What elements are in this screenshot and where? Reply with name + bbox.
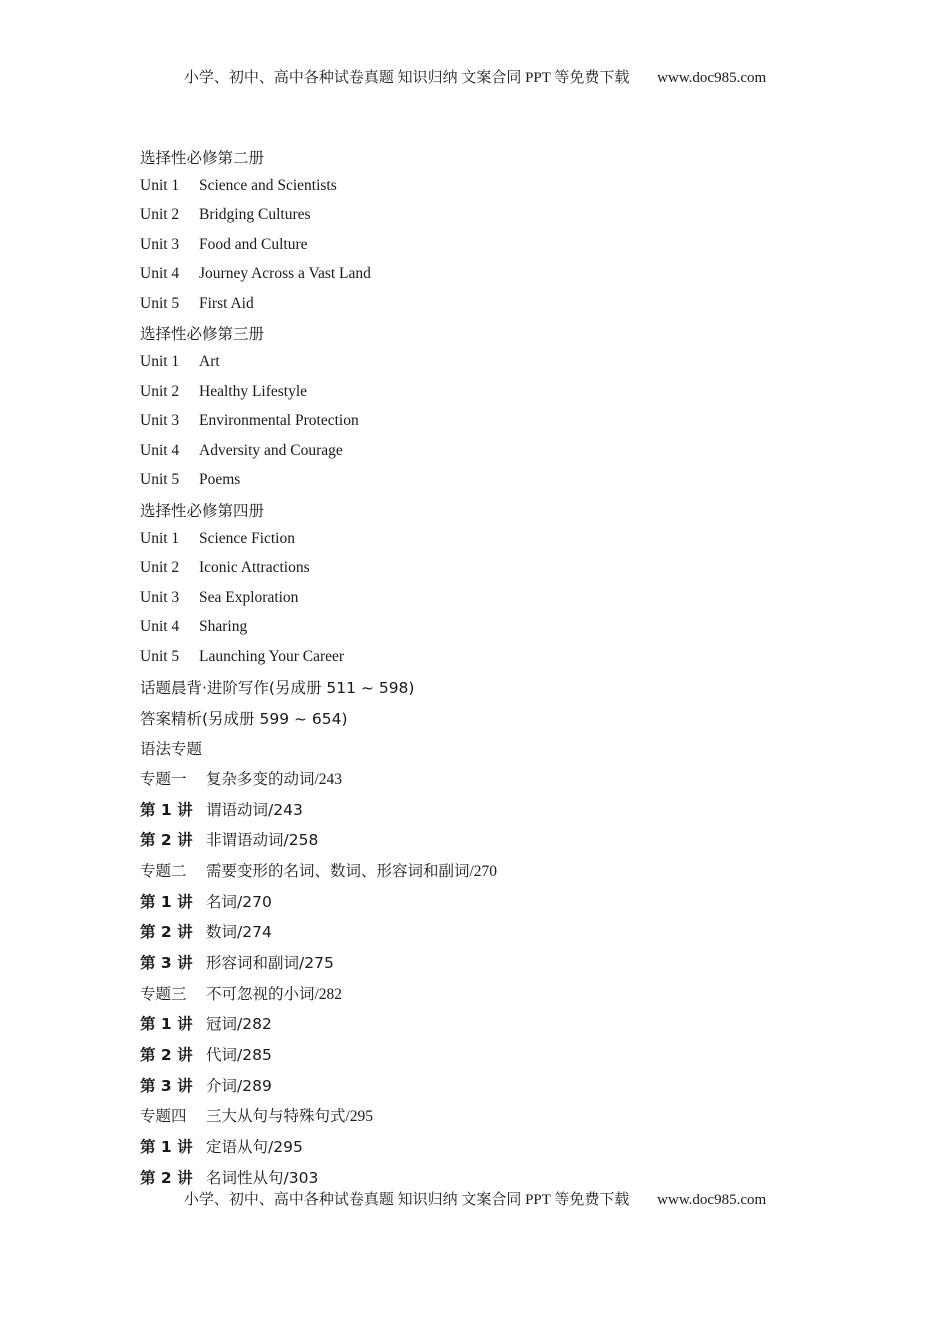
toc-unit-row[interactable]	[140, 436, 840, 466]
unit-label: Unit 5	[140, 647, 180, 665]
topic-label: 专题一	[140, 770, 187, 788]
grammar-lecture-row[interactable]	[140, 793, 840, 824]
toc-unit-row[interactable]	[140, 348, 840, 378]
table-of-contents	[140, 142, 840, 1192]
lecture-title: 非谓语动词/258	[206, 831, 319, 850]
unit-title: Poems	[199, 471, 241, 489]
toc-unit-row[interactable]	[140, 466, 840, 496]
unit-title: Iconic Attractions	[199, 559, 310, 577]
unit-label: Unit 5	[140, 294, 180, 312]
lecture-label: 第 2 讲	[140, 1168, 193, 1187]
unit-title: First Aid	[199, 294, 254, 312]
unit-title: Sharing	[199, 618, 248, 636]
topic-title: 复杂多变的动词/243	[206, 770, 343, 788]
lecture-label: 第 1 讲	[140, 800, 193, 819]
header-url[interactable]: www.doc985.com	[657, 70, 767, 86]
toc-unit-row[interactable]	[140, 230, 840, 260]
grammar-topic-row[interactable]	[140, 1100, 840, 1131]
toc-unit-row[interactable]	[140, 524, 840, 554]
lecture-label: 第 2 讲	[140, 1046, 193, 1065]
unit-title: Sea Exploration	[199, 588, 299, 606]
header-text: 小学、初中、高中各种试卷真题 知识归纳 文案合同 PPT 等免费下载	[183, 70, 630, 86]
grammar-lecture-row[interactable]	[140, 824, 840, 855]
topic-label: 专题三	[140, 985, 187, 1003]
unit-label: Unit 2	[140, 559, 180, 577]
footer-url[interactable]: www.doc985.com	[657, 1192, 767, 1208]
page-header	[0, 68, 950, 88]
grammar-lecture-row[interactable]	[140, 947, 840, 978]
lecture-label: 第 2 讲	[140, 923, 193, 942]
toc-unit-row[interactable]	[140, 377, 840, 407]
lecture-title: 冠词/282	[206, 1015, 272, 1034]
grammar-lecture-row[interactable]	[140, 885, 840, 916]
unit-label: Unit 4	[140, 618, 180, 636]
grammar-lecture-row[interactable]	[140, 916, 840, 947]
grammar-lecture-row[interactable]	[140, 1008, 840, 1039]
lecture-label: 第 1 讲	[140, 1138, 193, 1157]
unit-label: Unit 3	[140, 588, 180, 606]
toc-unit-row[interactable]	[140, 613, 840, 643]
lecture-title: 名词/270	[206, 892, 272, 911]
book4-heading: 选择性必修第四册	[140, 501, 265, 520]
unit-label: Unit 1	[140, 529, 180, 547]
unit-title: Adversity and Courage	[199, 441, 343, 459]
lecture-title: 谓语动词/243	[206, 800, 303, 819]
unit-label: Unit 4	[140, 265, 180, 283]
grammar-topic-row[interactable]	[140, 763, 840, 794]
toc-unit-row[interactable]	[140, 260, 840, 290]
topic-label: 专题二	[140, 862, 187, 880]
toc-unit-row[interactable]	[140, 407, 840, 437]
unit-title: Food and Culture	[199, 235, 308, 253]
toc-unit-row[interactable]	[140, 289, 840, 319]
topic-label: 专题四	[140, 1108, 187, 1126]
grammar-topic-row[interactable]	[140, 855, 840, 886]
book3-heading: 选择性必修第三册	[140, 325, 265, 343]
page-footer	[0, 1190, 950, 1210]
lecture-title: 代词/285	[206, 1046, 272, 1065]
footer-text: 小学、初中、高中各种试卷真题 知识归纳 文案合同 PPT 等免费下载	[183, 1192, 630, 1208]
lecture-title: 定语从句/295	[206, 1138, 303, 1157]
supplement-writing[interactable]: 话题晨背·进阶写作(另成册 511 ~ 598)	[140, 679, 415, 697]
unit-title: Launching Your Career	[199, 647, 345, 665]
supplement-answers[interactable]: 答案精析(另成册 599 ~ 654)	[140, 710, 348, 728]
unit-title: Science and Scientists	[199, 176, 337, 194]
lecture-label: 第 1 讲	[140, 1015, 193, 1034]
grammar-heading: 语法专题	[140, 740, 203, 758]
unit-label: Unit 3	[140, 235, 180, 253]
unit-title: Journey Across a Vast Land	[199, 265, 371, 283]
unit-label: Unit 1	[140, 176, 180, 194]
lecture-title: 介词/289	[206, 1076, 272, 1095]
unit-title: Environmental Protection	[199, 412, 359, 430]
topic-title: 不可忽视的小词/282	[206, 985, 343, 1003]
unit-title: Science Fiction	[199, 529, 295, 547]
lecture-label: 第 3 讲	[140, 1076, 193, 1095]
grammar-lecture-row[interactable]	[140, 1039, 840, 1070]
book2-heading: 选择性必修第二册	[140, 148, 265, 167]
grammar-lecture-row[interactable]	[140, 1069, 840, 1100]
unit-title: Healthy Lifestyle	[199, 382, 308, 400]
unit-title: Bridging Cultures	[199, 206, 311, 224]
lecture-label: 第 3 讲	[140, 953, 193, 972]
toc-unit-row[interactable]	[140, 201, 840, 231]
unit-label: Unit 4	[140, 441, 180, 459]
unit-label: Unit 2	[140, 382, 180, 400]
topic-title: 需要变形的名词、数词、形容词和副词/270	[206, 862, 498, 880]
grammar-lecture-row[interactable]	[140, 1131, 840, 1162]
lecture-title: 名词性从句/303	[206, 1168, 319, 1187]
unit-label: Unit 2	[140, 206, 180, 224]
grammar-topic-row[interactable]	[140, 977, 840, 1008]
topic-title: 三大从句与特殊句式/295	[206, 1108, 374, 1126]
lecture-label: 第 2 讲	[140, 831, 193, 850]
toc-unit-row[interactable]	[140, 583, 840, 613]
unit-label: Unit 3	[140, 412, 180, 430]
grammar-lecture-row[interactable]	[140, 1161, 840, 1192]
unit-label: Unit 1	[140, 353, 180, 371]
lecture-title: 形容词和副词/275	[206, 953, 334, 972]
lecture-title: 数词/274	[206, 923, 272, 942]
unit-title: Art	[199, 353, 220, 371]
lecture-label: 第 1 讲	[140, 892, 193, 911]
toc-unit-row[interactable]	[140, 554, 840, 584]
unit-label: Unit 5	[140, 471, 180, 489]
toc-unit-row[interactable]	[140, 171, 840, 201]
toc-unit-row[interactable]	[140, 642, 840, 672]
